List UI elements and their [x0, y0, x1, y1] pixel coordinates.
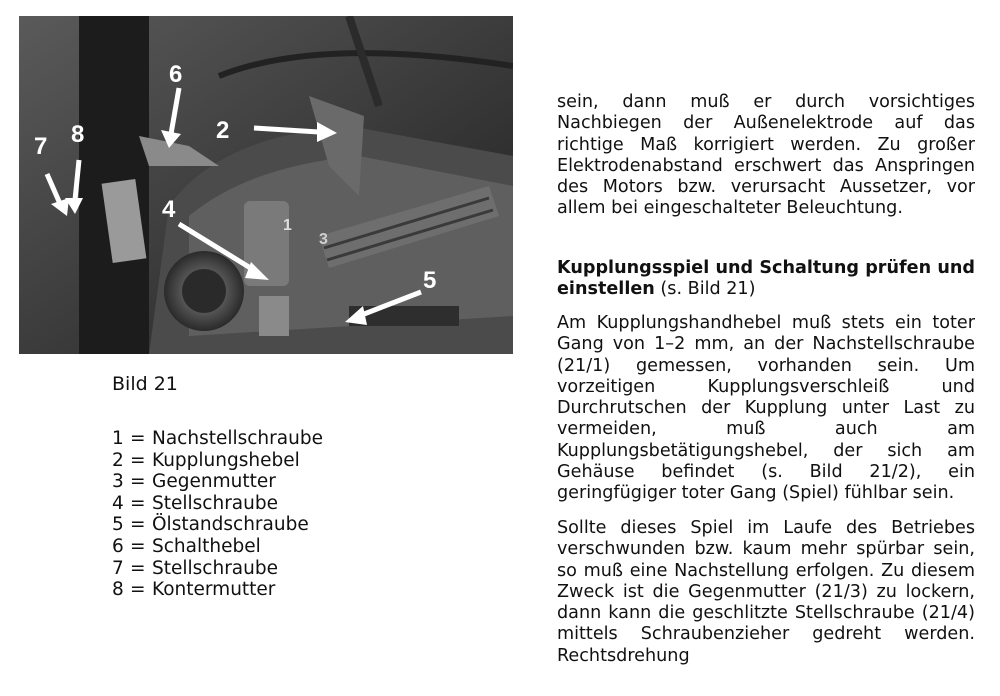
- callout-8: 8: [71, 121, 85, 148]
- figure-legend: [112, 428, 323, 601]
- motor-photo-illustration: [19, 16, 513, 354]
- callout-4: 4: [162, 196, 176, 223]
- callout-7: 7: [34, 133, 48, 160]
- section-heading: [557, 258, 975, 301]
- legend-item: 6 = Schalthebel: [112, 535, 261, 557]
- legend-item: 1 = Nachstellschraube: [112, 428, 323, 449]
- paragraph-adjustment: Sollte dieses Spiel im Laufe des Betriebes verschwunden bzw. kaum mehr spürbar sein, so muß eine Nachstellung erfolgen. Zu diesem Zweck ist die Gegenmutter (21/3) zu lockern, dann kann die geschlitzte Stellschraube (21/4) mittels Schraubenzieher gedreht werden. Rechtsdrehung: [557, 518, 975, 666]
- paragraph-electrode: sein, dann muß er durch vorsichtiges Nachbiegen der Außenelektrode auf das richtige Maß korrigiert werden. Zu großer Elektrodenabstand erschwert das Anspringen des Motors bzw. verursacht Aussetzer, vor allem bei eingeschalteter Beleuchtung.: [557, 92, 975, 219]
- callout-2: 2: [216, 117, 230, 144]
- legend-item: 2 = Kupplungshebel: [112, 449, 300, 471]
- figure-photo: [19, 16, 513, 354]
- legend-item: 4 = Stellschraube: [112, 492, 278, 514]
- callout-5: 5: [423, 267, 437, 294]
- figure-caption: Bild 21: [112, 373, 178, 395]
- legend-item: 7 = Stellschraube: [112, 557, 278, 579]
- legend-item: 5 = Ölstandschraube: [112, 514, 309, 536]
- callout-3: 3: [319, 231, 328, 248]
- callout-1: 1: [283, 217, 292, 234]
- heading-ref: (s. Bild 21): [660, 279, 756, 300]
- paragraph-clutch-play: Am Kupplungshandhebel muß stets ein toter Gang von 1–2 mm, an der Nachstellschraube (21/1) gemessen, vorhanden sein. Um vorzeitigen Kupplungsverschleiß und Durchrutschen der Kupplung unter Last zu vermeiden, muß auch am Kupplungsbetätigungshebel, der sich am Gehäuse befindet (s. Bild 21/2), ein geringfügiger toter Gang (Spiel) fühlbar sein.: [557, 313, 975, 504]
- legend-item: 8 = Kontermutter: [112, 579, 276, 601]
- legend-item: 3 = Gegenmutter: [112, 471, 276, 493]
- callout-6: 6: [169, 61, 183, 88]
- heading-title: Kupplungsspiel und Schaltung prüfen und einstellen: [557, 258, 975, 300]
